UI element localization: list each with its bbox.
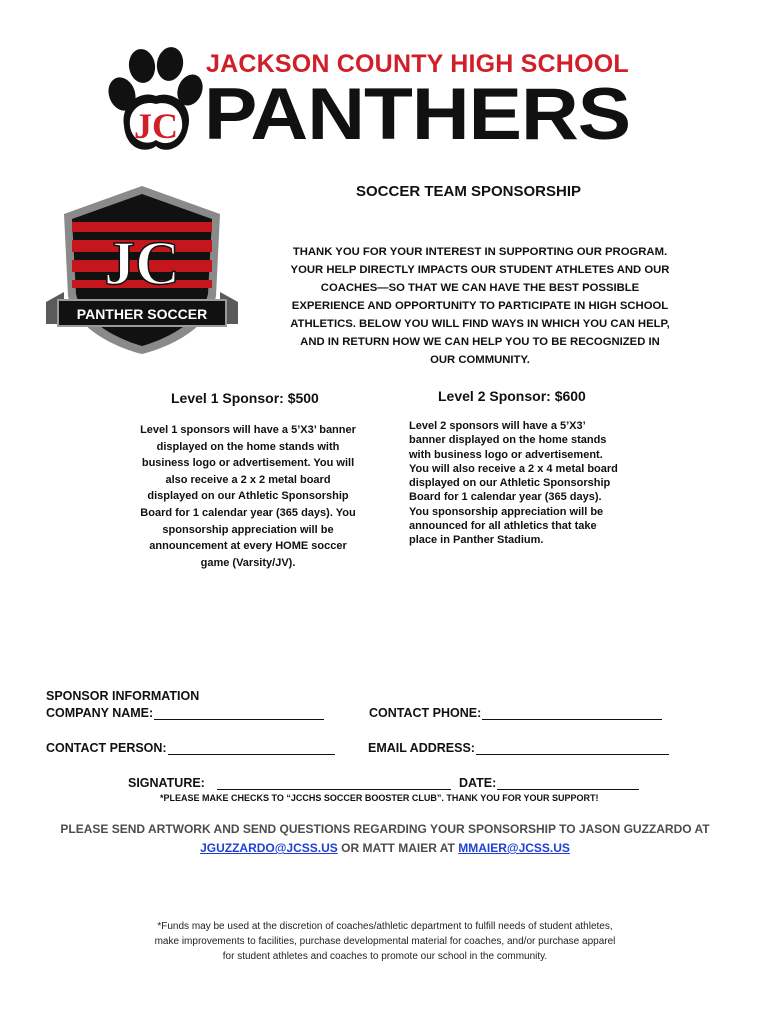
level-2-title: Level 2 Sponsor: $600 [438, 388, 586, 404]
contact-note [46, 820, 724, 858]
document-title: SOCCER TEAM SPONSORSHIP [356, 183, 582, 200]
level-1-title: Level 1 Sponsor: $500 [171, 390, 319, 406]
funds-footnote: *Funds may be used at the discretion of coaches/athletic department to fulfill needs of student athletes, make improvements to facilities, purchase developmental material for coaches, and/or purchase apparel for student athletes and coaches to promote our school in the community. [154, 921, 616, 962]
paw-monogram: JC [134, 106, 178, 146]
contact-phone-line[interactable] [482, 707, 662, 720]
email-link-jguzzardo[interactable]: JGUZZARDO@JCSS.US [200, 841, 338, 855]
signature-field[interactable] [128, 776, 451, 790]
level-1-description: Level 1 sponsors will have a 5’X3’ banner displayed on the home stands with business logo or advertisement. You will also receive a 2 x 2 metal board displayed on our Athletic Sponsorship Board for 1 calendar year (365 days). You sponsorship appreciation will be announcement at every HOME soccer game (Varsity/JV). [140, 424, 356, 569]
intro-paragraph: THANK YOU FOR YOUR INTEREST IN SUPPORTING OUR PROGRAM. YOUR HELP DIRECTLY IMPACTS OUR STUDENT ATHLETES AND OUR COACHES—SO THAT WE CAN HAVE THE BEST POSSIBLE EXPERIENCE AND OPPORTUNITY TO PARTICIPATE IN HIGH SCHOOL ATHLETICS. BELOW YOU WILL FIND WAYS IN WHICH YOU CAN HELP, AND IN RETURN HOW WE CAN HELP YOU TO BE RECOGNIZED IN OUR COMMUNITY. [290, 246, 670, 366]
email-address-field[interactable] [368, 741, 669, 755]
contact-note-text-middle: OR MATT MAIER AT [337, 841, 459, 855]
company-name-label: COMPANY NAME: [46, 706, 154, 720]
company-name-line[interactable] [154, 707, 324, 720]
sponsor-info-heading: SPONSOR INFORMATION [46, 689, 200, 703]
date-field[interactable] [459, 776, 639, 790]
signature-label: SIGNATURE: [128, 776, 205, 790]
contact-note-text-before: PLEASE SEND ARTWORK AND SEND QUESTIONS REGARDING YOUR SPONSORSHIP TO JASON GUZZARDO AT [60, 822, 710, 836]
contact-phone-label: CONTACT PHONE: [369, 706, 482, 720]
contact-phone-field[interactable] [369, 706, 662, 720]
email-address-label: EMAIL ADDRESS: [368, 741, 475, 755]
panther-soccer-shield-logo [44, 184, 240, 356]
shield-ribbon-text: PANTHER SOCCER [76, 306, 208, 322]
contact-person-line[interactable] [168, 742, 335, 755]
school-name: JACKSON COUNTY HIGH SCHOOL [206, 50, 629, 78]
signature-line[interactable] [217, 777, 451, 790]
email-address-line[interactable] [476, 742, 669, 755]
date-label: DATE: [459, 776, 497, 790]
panther-paw-logo [104, 46, 204, 158]
contact-person-field[interactable] [46, 741, 335, 755]
date-line[interactable] [497, 777, 639, 790]
level-2-description: Level 2 sponsors will have a 5’X3’ banner displayed on the home stands with business logo or advertisement. You will also receive a 2 x 4 metal board displayed on our Athletic Sponsorship Board for 1 calendar year (365 days). You sponsorship appreciation will be announced for all athletics that take place in Panther Stadium. [409, 420, 618, 547]
shield-monogram: JC [104, 230, 180, 298]
contact-person-label: CONTACT PERSON: [46, 741, 167, 755]
checks-note: *PLEASE MAKE CHECKS TO “JCCHS SOCCER BOOSTER CLUB”. THANK YOU FOR YOUR SUPPORT! [160, 793, 599, 803]
team-name: PANTHERS [204, 73, 631, 155]
email-link-mmaier[interactable]: MMAIER@JCSS.US [458, 841, 570, 855]
company-name-field[interactable] [46, 706, 324, 720]
